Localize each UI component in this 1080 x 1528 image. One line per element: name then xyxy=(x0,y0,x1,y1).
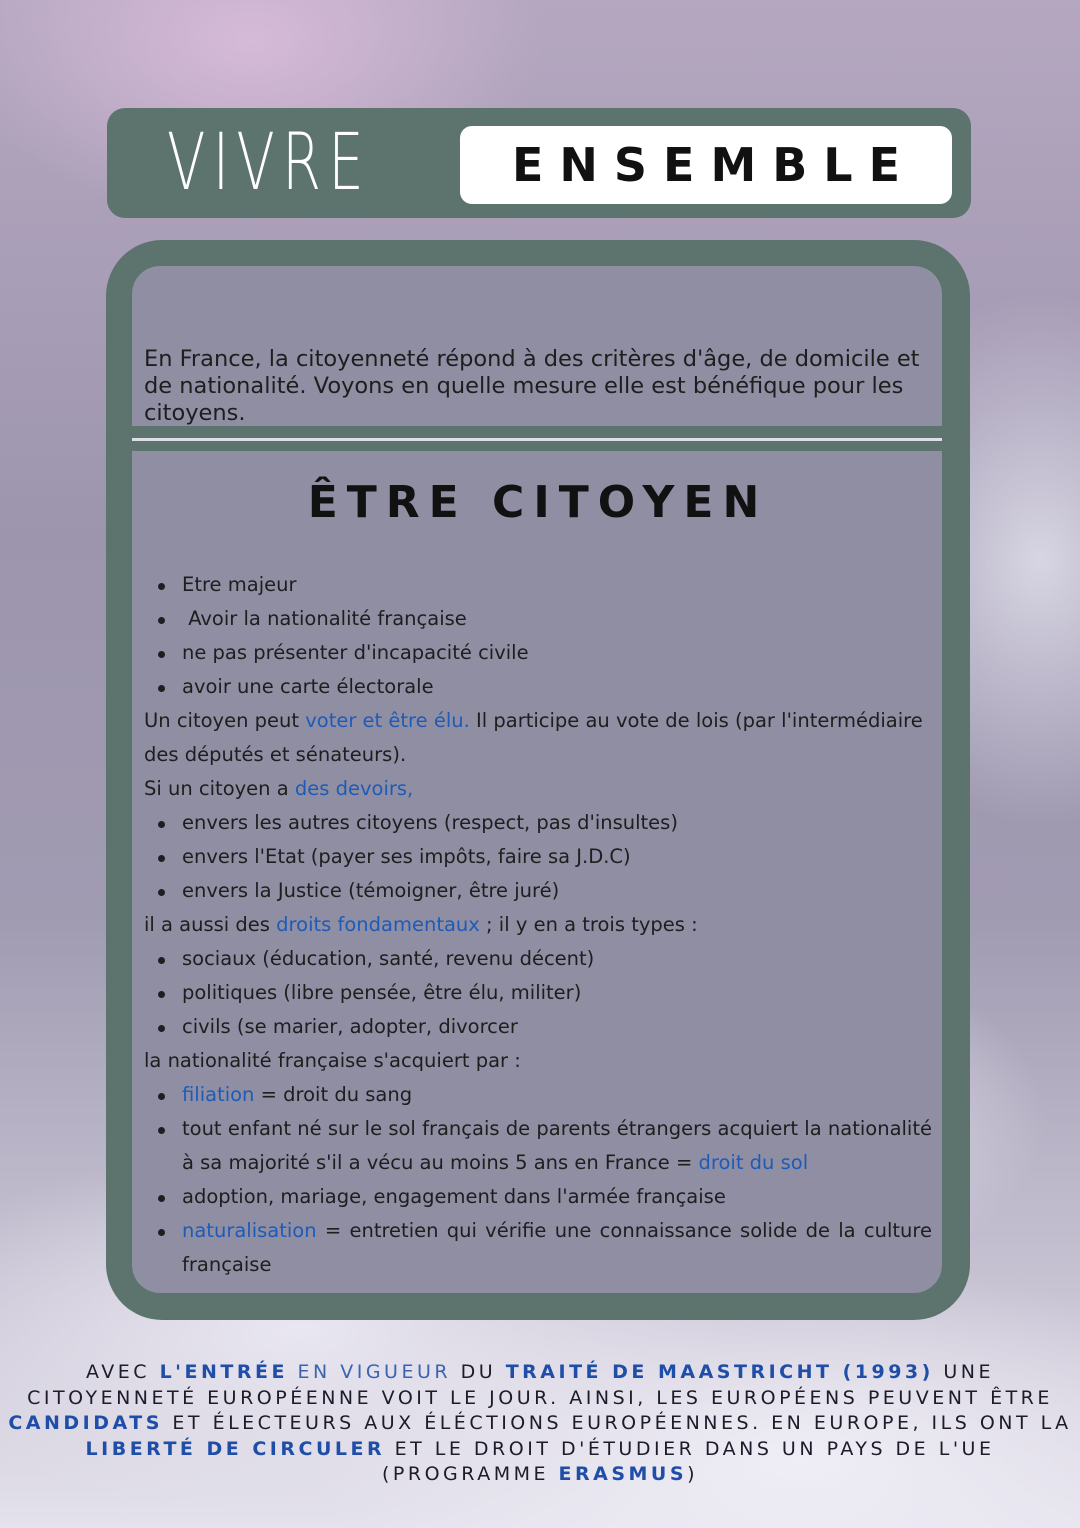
intro-text: En France, la citoyenneté répond à des critères d'âge, de domicile et de nationalité. Voyons en quelle mesure elle est bénéfique pour les citoyens. xyxy=(144,346,920,426)
main-panel xyxy=(132,451,942,1293)
link-droits: droits fondamentaux xyxy=(276,913,480,936)
header-banner xyxy=(107,108,971,218)
list-item: envers la Justice (témoigner, être juré) xyxy=(144,874,932,908)
list-item: filiation = droit du sang xyxy=(144,1078,932,1112)
list-item: politiques (libre pensée, être élu, militer) xyxy=(144,976,932,1010)
section-title: ÊTRE CITOYEN xyxy=(307,477,769,528)
paragraph-droits: il a aussi des droits fondamentaux ; il y en a trois types : xyxy=(144,913,698,936)
divider xyxy=(132,438,942,441)
link-voter: voter et être élu. xyxy=(305,709,470,732)
link-devoirs: des devoirs, xyxy=(294,777,414,800)
paragraph-vote: Un citoyen peut voter et être élu. Il participe au vote de lois (par l'intermédiaire xyxy=(144,709,923,732)
list-item: tout enfant né sur le sol français de parents étrangers acquiert la nationalité à sa majorité s'il a vécu au moins 5 ans en France = droit du sol xyxy=(144,1112,932,1180)
title-ensemble: ENSEMBLE xyxy=(511,138,917,192)
list-item: avoir une carte électorale xyxy=(144,670,932,704)
link-naturalisation: naturalisation xyxy=(182,1219,317,1242)
paragraph-vote-cont: des députés et sénateurs). xyxy=(144,743,407,766)
list-item: Avoir la nationalité française xyxy=(144,602,932,636)
content-card xyxy=(106,240,970,1320)
title-ensemble-box xyxy=(460,126,952,204)
list-item: adoption, mariage, engagement dans l'armée française xyxy=(144,1180,932,1214)
link-filiation: filiation xyxy=(182,1083,255,1106)
list-item: naturalisation = entretien qui vérifie une connaissance solide de la culture française xyxy=(144,1214,932,1282)
intro-panel xyxy=(132,266,942,426)
list-item: civils (se marier, adopter, divorcer xyxy=(144,1010,932,1044)
footer-note: AVEC L'ENTRÉE EN VIGUEUR DU TRAITÉ DE MAASTRICHT (1993) UNE CITOYENNETÉ EUROPÉENNE VOIT LE JOUR. AINSI, LES EUROPÉENS PEUVENT ÊTRE CANDIDATS ET ÉLECTEURS AUX ÉLÉCTIONS EUROPÉENNES. EN EUROPE, ILS ONT LA LIBERTÉ DE CIRCULER ET LE DROIT D'ÉTUDIER DANS UN PAYS DE L'UE (PROGRAMME ERASMUS) xyxy=(8,1361,1072,1485)
list-item: envers l'Etat (payer ses impôts, faire sa J.D.C) xyxy=(144,840,932,874)
paragraph-nationalite: la nationalité française s'acquiert par : xyxy=(144,1049,521,1072)
list-item: sociaux (éducation, santé, revenu décent) xyxy=(144,942,932,976)
list-item: envers les autres citoyens (respect, pas d'insultes) xyxy=(144,806,932,840)
title-vivre: VIVRE xyxy=(167,118,371,208)
list-item: Etre majeur xyxy=(144,568,932,602)
list-item: ne pas présenter d'incapacité civile xyxy=(144,636,932,670)
section-body xyxy=(144,568,932,1282)
paragraph-devoirs: Si un citoyen a des devoirs, xyxy=(144,777,414,800)
link-droit-du-sol: droit du sol xyxy=(698,1151,809,1174)
